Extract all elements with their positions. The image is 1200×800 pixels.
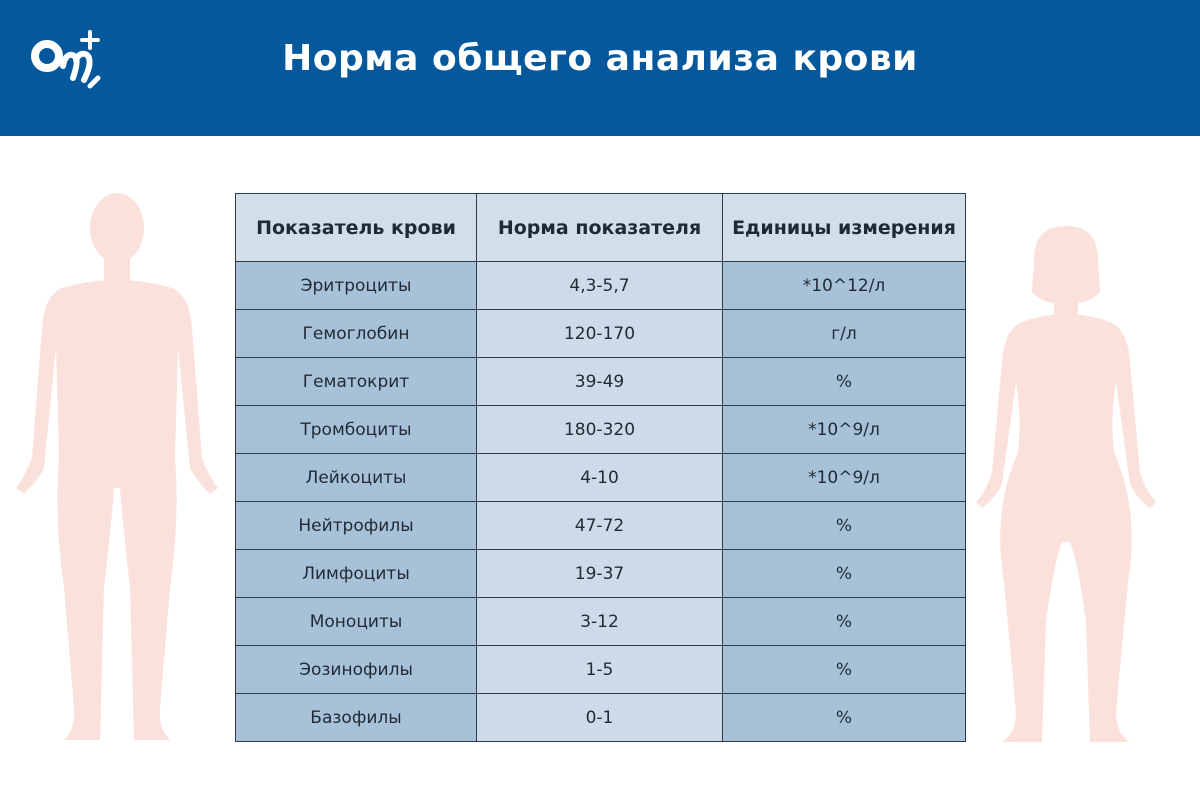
column-header-norm: Норма показателя <box>477 194 723 262</box>
table-row <box>236 262 966 310</box>
indicator-name: Базофилы <box>236 694 477 742</box>
table-row <box>236 406 966 454</box>
indicator-name: Эритроциты <box>236 262 477 310</box>
unit-value: % <box>723 550 966 598</box>
norm-value: 0-1 <box>477 694 723 742</box>
unit-value: % <box>723 502 966 550</box>
male-body-silhouette-icon <box>10 188 225 748</box>
table-row <box>236 502 966 550</box>
unit-value: *10^9/л <box>723 406 966 454</box>
unit-value: % <box>723 358 966 406</box>
blood-test-table <box>235 193 965 742</box>
norm-value: 4,3-5,7 <box>477 262 723 310</box>
indicator-name: Лейкоциты <box>236 454 477 502</box>
norm-value: 4-10 <box>477 454 723 502</box>
page-title: Норма общего анализа крови <box>282 38 918 79</box>
indicator-name: Эозинофилы <box>236 646 477 694</box>
indicator-name: Лимфоциты <box>236 550 477 598</box>
unit-value: г/л <box>723 310 966 358</box>
norm-value: 120-170 <box>477 310 723 358</box>
table-row <box>236 358 966 406</box>
column-header-unit: Единицы измерения <box>723 194 966 262</box>
female-body-silhouette-icon <box>970 222 1160 748</box>
norm-value: 47-72 <box>477 502 723 550</box>
table-header-row <box>236 194 966 262</box>
unit-value: *10^9/л <box>723 454 966 502</box>
indicator-name: Нейтрофилы <box>236 502 477 550</box>
indicator-name: Гемоглобин <box>236 310 477 358</box>
table-row <box>236 646 966 694</box>
norm-value: 39-49 <box>477 358 723 406</box>
unit-value: % <box>723 646 966 694</box>
table-row <box>236 598 966 646</box>
table-row <box>236 550 966 598</box>
indicator-name: Тромбоциты <box>236 406 477 454</box>
table-row <box>236 310 966 358</box>
column-header-indicator: Показатель крови <box>236 194 477 262</box>
unit-value: % <box>723 598 966 646</box>
norm-value: 180-320 <box>477 406 723 454</box>
table-row <box>236 454 966 502</box>
norm-value: 3-12 <box>477 598 723 646</box>
table-row <box>236 694 966 742</box>
norm-value: 1-5 <box>477 646 723 694</box>
header-banner <box>0 0 1200 136</box>
unit-value: % <box>723 694 966 742</box>
indicator-name: Моноциты <box>236 598 477 646</box>
norm-value: 19-37 <box>477 550 723 598</box>
unit-value: *10^12/л <box>723 262 966 310</box>
indicator-name: Гематокрит <box>236 358 477 406</box>
